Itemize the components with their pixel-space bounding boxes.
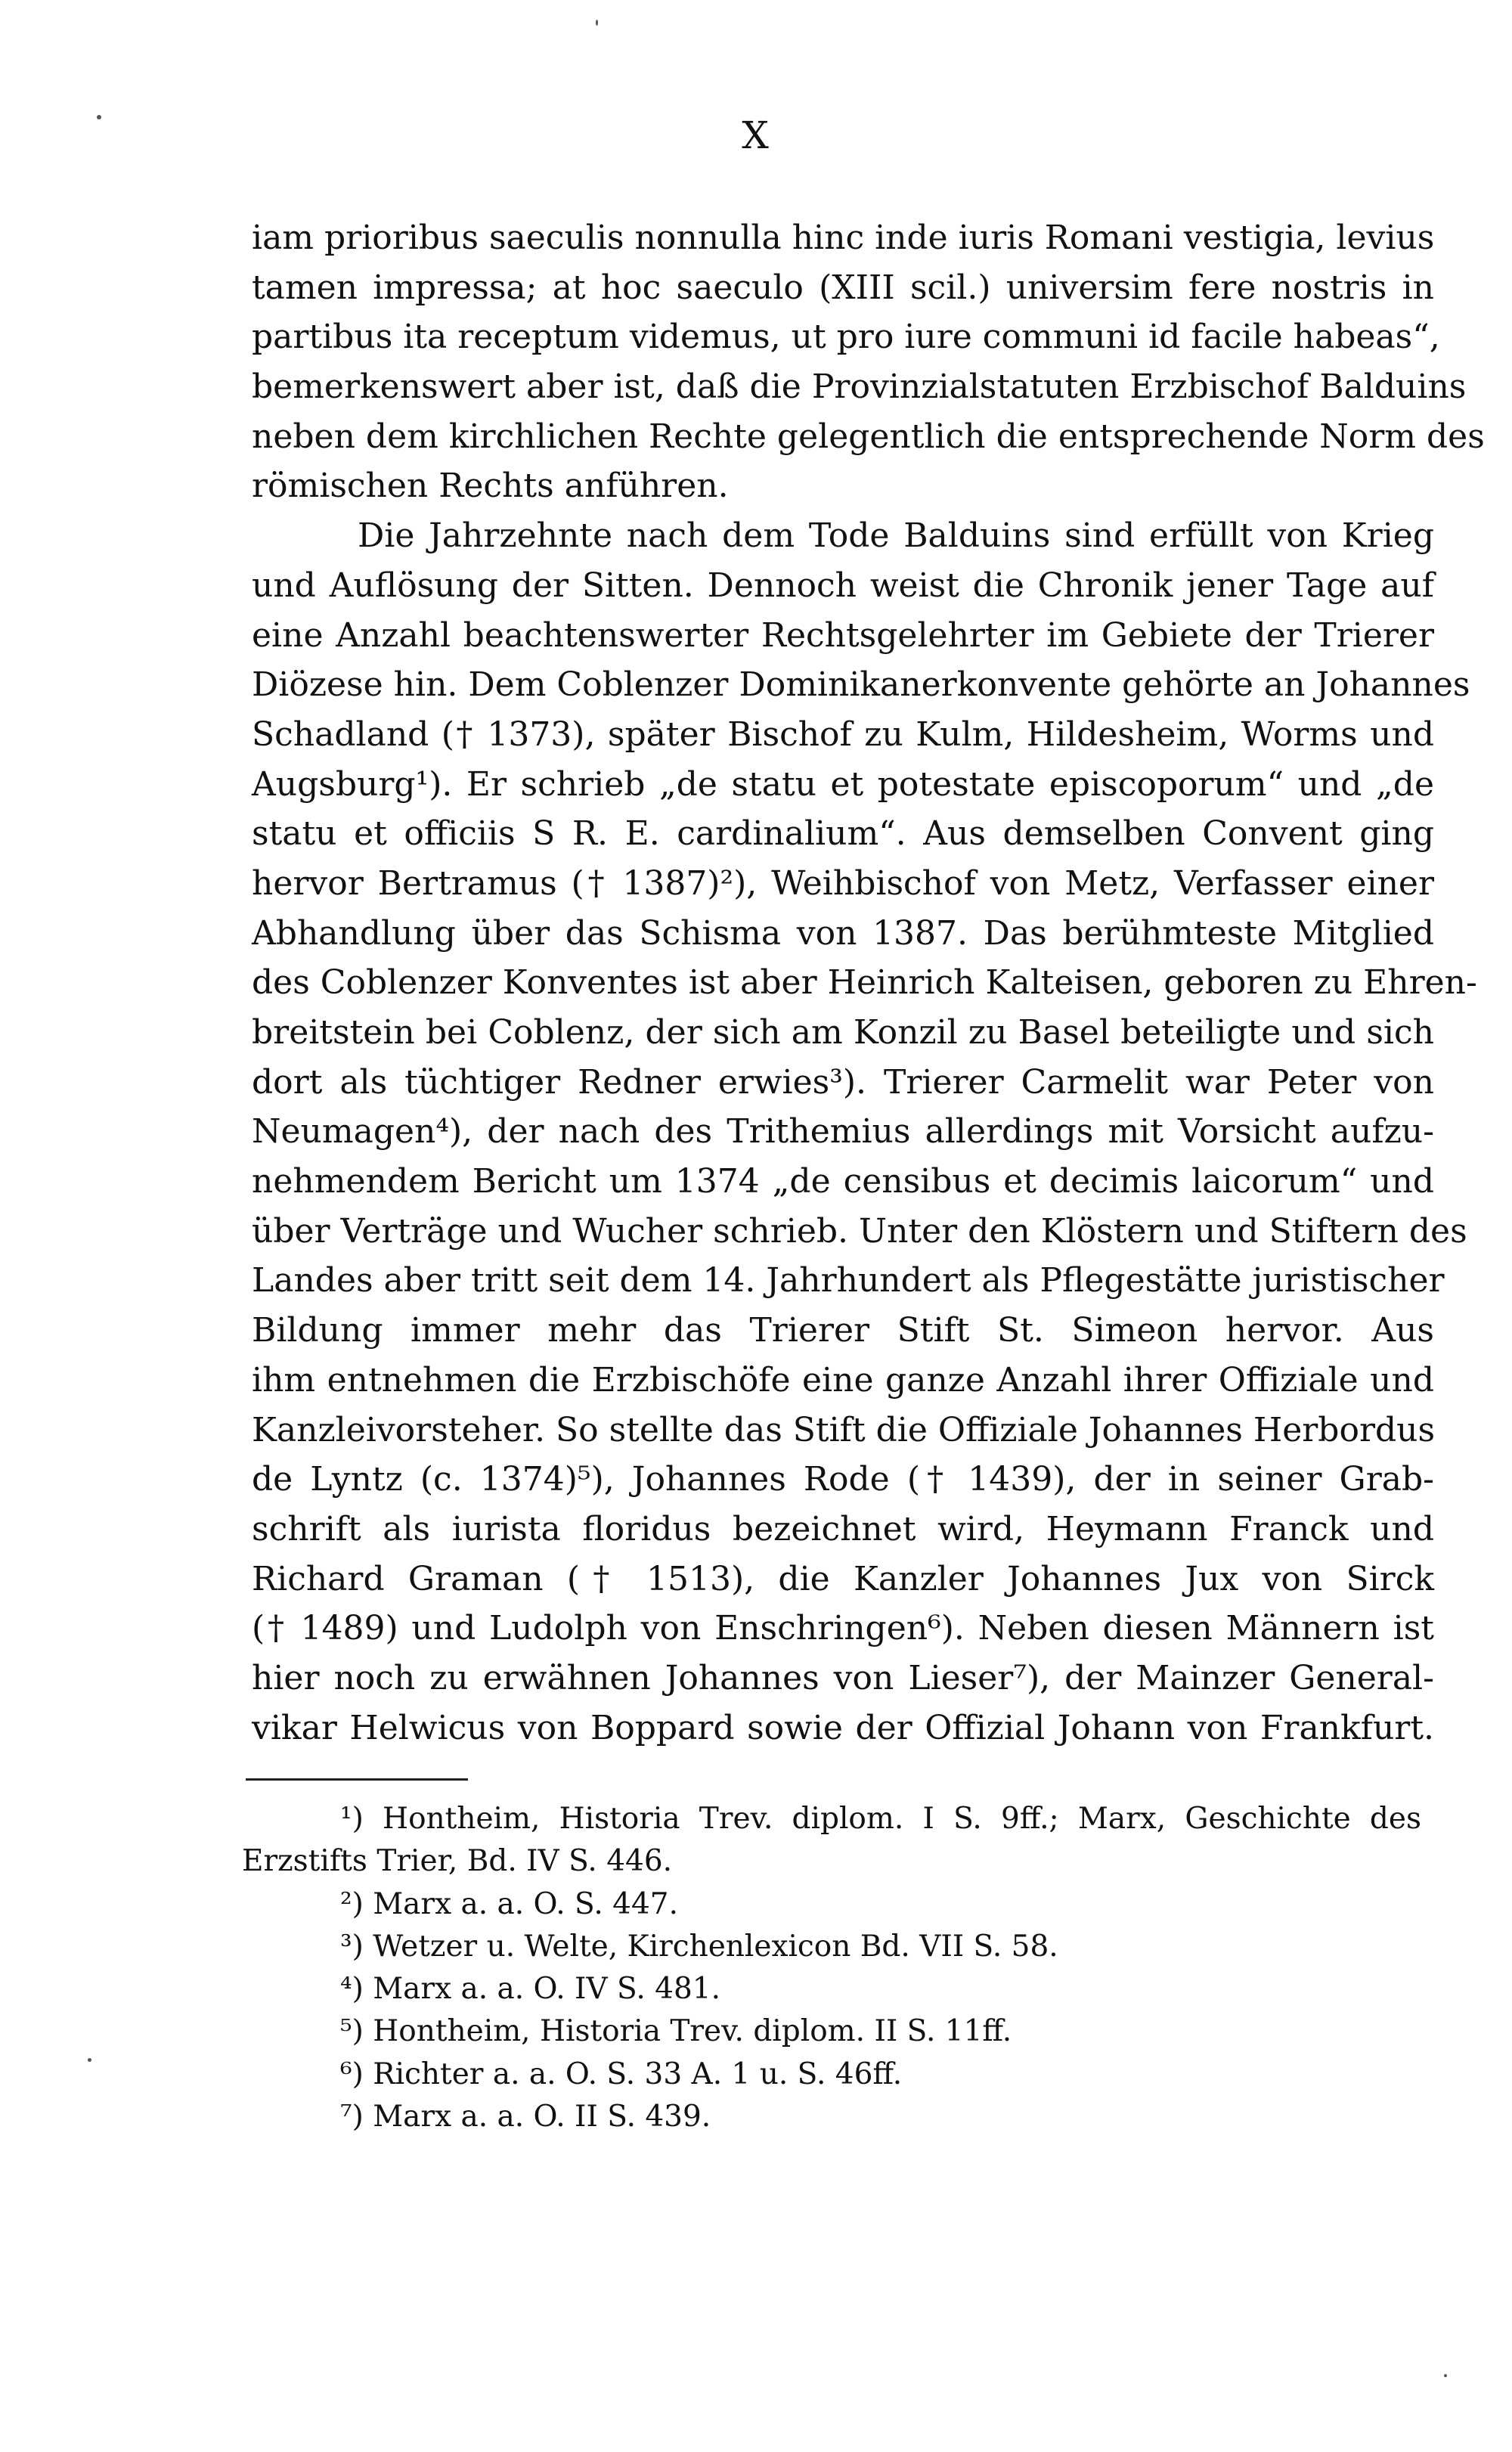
footnote-line: ³) Wetzer u. Welte, Kirchenlexicon Bd. VII S. 58.	[340, 1929, 1058, 1964]
text-line: Landes aber tritt seit dem 14. Jahrhundert als Pflegestätte juristischer	[252, 1261, 1445, 1300]
text-line: partibus ita receptum videmus, ut pro iure communi id facile habeas“,	[252, 318, 1440, 357]
text-line: Kanzleivorsteher. So stellte das Stift die Offiziale Johannes Herbordus	[252, 1410, 1436, 1449]
footnote-line: Erzstifts Trier, Bd. IV S. 446.	[242, 1844, 673, 1879]
footnote-line: ⁵) Hontheim, Historia Trev. diplom. II S. 11ff.	[340, 2014, 1012, 2049]
footnote-line: ⁷) Marx a. a. O. II S. 439.	[340, 2100, 711, 2134]
scan-speck	[1444, 2374, 1447, 2377]
text-line: statu et officiis S R. E. cardinalium“. Aus demselben Convent ging	[252, 814, 1434, 854]
text-line: Augsburg¹). Er schrieb „de statu et potestate episcoporum“ und „de	[252, 764, 1434, 804]
text-line: des Coblenzer Konventes ist aber Heinrich Kalteisen, geboren zu Ehren-	[252, 963, 1477, 1003]
footnote-line: ²) Marx a. a. O. S. 447.	[340, 1886, 678, 1921]
scan-speck	[97, 115, 101, 119]
text-line: Bildung immer mehr das Trierer Stift St. Simeon hervor. Aus	[252, 1311, 1434, 1350]
page-number: X	[742, 113, 770, 157]
text-line: bemerkenswert aber ist, daß die Provinzialstatuten Erzbischof Balduins	[252, 367, 1467, 407]
footnote-line: ⁶) Richter a. a. O. S. 33 A. 1 u. S. 46ff.	[340, 2057, 903, 2091]
footnote-divider	[246, 1778, 468, 1781]
text-line: Neumagen⁴), der nach des Trithemius allerdings mit Vorsicht aufzu-	[252, 1112, 1434, 1152]
text-line: hervor Bertramus († 1387)²), Weihbischof von Metz, Verfasser einer	[252, 863, 1434, 903]
text-line: ihm entnehmen die Erzbischöfe eine ganze Anzahl ihrer Offiziale und	[252, 1360, 1434, 1400]
text-line: breitstein bei Coblenz, der sich am Konzil zu Basel beteiligte und sich	[252, 1013, 1434, 1052]
text-line: neben dem kirchlichen Rechte gelegentlich die entsprechende Norm des	[252, 417, 1485, 456]
text-line: tamen impressa; at hoc saeculo (XIII scil.) universim fere nostris in	[252, 268, 1434, 307]
text-line: hier noch zu erwähnen Johannes von Lieser⁷), der Mainzer General-	[252, 1658, 1434, 1697]
text-line: römischen Rechts anführen.	[252, 467, 729, 506]
text-line: Die Jahrzehnte nach dem Tode Balduins sind erfüllt von Krieg	[358, 516, 1434, 556]
footnotes	[242, 1798, 1421, 2138]
text-line: († 1489) und Ludolph von Enschringen⁶). Neben diesen Männern ist	[252, 1609, 1434, 1648]
text-line: vikar Helwicus von Boppard sowie der Offizial Johann von Frankfurt.	[252, 1708, 1434, 1747]
text-line: schrift als iurista floridus bezeichnet wird, Heymann Franck und	[252, 1509, 1434, 1548]
text-line: Abhandlung über das Schisma von 1387. Das berühmteste Mitglied	[252, 913, 1434, 953]
text-line: de Lyntz (c. 1374)⁵), Johannes Rode († 1439), der in seiner Grab-	[252, 1460, 1434, 1499]
text-line: dort als tüchtiger Redner erwies³). Trierer Carmelit war Peter von	[252, 1062, 1434, 1102]
text-line: Schadland († 1373), später Bischof zu Kulm, Hildesheim, Worms und	[252, 715, 1434, 754]
footnote-line: ⁴) Marx a. a. O. IV S. 481.	[340, 1972, 720, 2007]
scan-speck	[88, 2058, 91, 2062]
text-line: nehmendem Bericht um 1374 „de censibus et decimis laicorum“ und	[252, 1162, 1434, 1201]
text-line: Richard Graman († 1513), die Kanzler Johannes Jux von Sirck	[252, 1559, 1434, 1598]
text-line: und Auflösung der Sitten. Dennoch weist die Chronik jener Tage auf	[252, 566, 1434, 605]
text-line: eine Anzahl beachtenswerter Rechtsgelehrter im Gebiete der Trierer	[252, 615, 1434, 655]
main-text	[252, 213, 1485, 1753]
text-line: über Verträge und Wucher schrieb. Unter den Klöstern und Stiftern des	[252, 1211, 1467, 1251]
text-line: Diözese hin. Dem Coblenzer Dominikanerkonvente gehörte an Johannes	[252, 665, 1470, 705]
text-line: iam prioribus saeculis nonnulla hinc inde iuris Romani vestigia, levius	[252, 219, 1435, 257]
footnote-line: ¹) Hontheim, Historia Trev. diplom. I S. 9ff.; Marx, Geschichte des	[340, 1802, 1421, 1836]
scan-speck	[596, 20, 598, 26]
